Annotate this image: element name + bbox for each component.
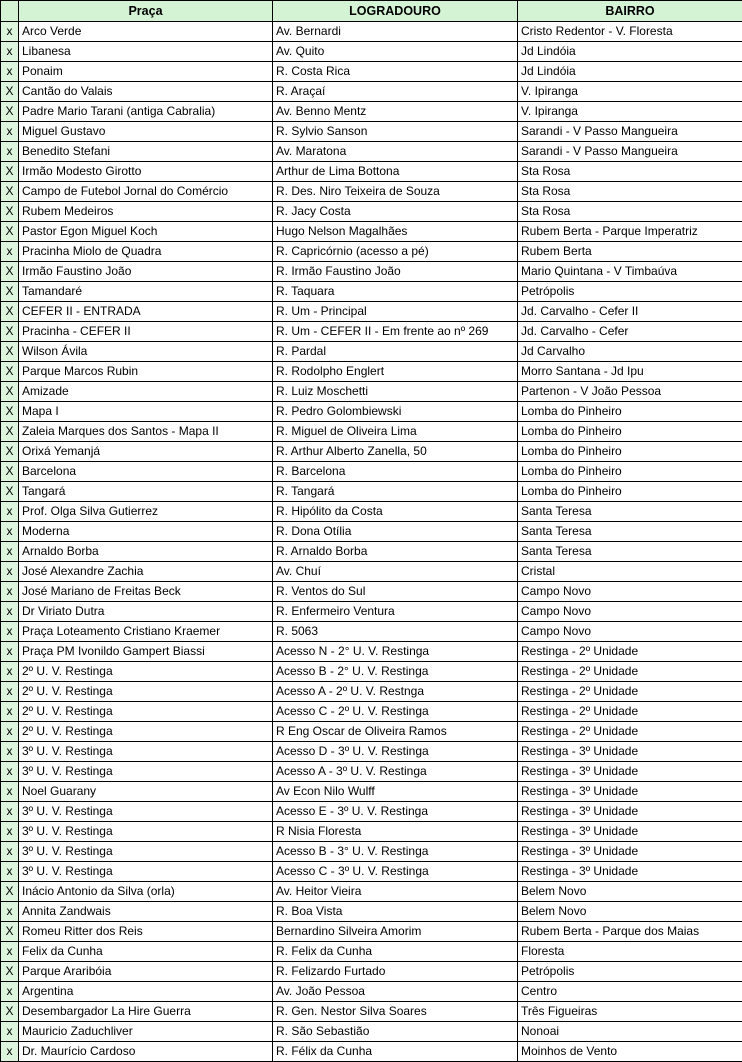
marker-cell: x <box>1 702 19 722</box>
marker-cell: X <box>1 882 19 902</box>
marker-cell: x <box>1 662 19 682</box>
table-row <box>1 982 742 1002</box>
logradouro-cell: R. Luiz Moschetti <box>273 382 518 402</box>
bairro-cell: Petrópolis <box>518 282 742 302</box>
table-row <box>1 442 742 462</box>
praca-cell: Zaleia Marques dos Santos - Mapa II <box>19 422 273 442</box>
table-row <box>1 42 742 62</box>
praca-cell: Irmão Modesto Girotto <box>19 162 273 182</box>
logradouro-cell: R. Um - Principal <box>273 302 518 322</box>
logradouro-cell: R. Jacy Costa <box>273 202 518 222</box>
logradouro-cell: Acesso C - 2º U. V. Restinga <box>273 702 518 722</box>
marker-cell: x <box>1 562 19 582</box>
praca-cell: Tangará <box>19 482 273 502</box>
praca-cell: 3º U. V. Restinga <box>19 802 273 822</box>
praca-cell: Romeu Ritter dos Reis <box>19 922 273 942</box>
bairro-cell: Campo Novo <box>518 602 742 622</box>
table-row <box>1 502 742 522</box>
bairro-cell: Sarandi - V Passo Mangueira <box>518 122 742 142</box>
bairro-cell: Cristal <box>518 562 742 582</box>
column-header-praca: Praça <box>19 1 273 22</box>
logradouro-cell: Bernardino Silveira Amorim <box>273 922 518 942</box>
praca-cell: CEFER II - ENTRADA <box>19 302 273 322</box>
column-header-marker <box>1 1 19 22</box>
logradouro-cell: R. Felix da Cunha <box>273 942 518 962</box>
logradouro-cell: R. Taquara <box>273 282 518 302</box>
marker-cell: x <box>1 942 19 962</box>
table-row <box>1 402 742 422</box>
table-row <box>1 22 742 42</box>
logradouro-cell: R. Pedro Golombiewski <box>273 402 518 422</box>
logradouro-cell: R. São Sebastião <box>273 1022 518 1042</box>
table-row <box>1 922 742 942</box>
column-header-bairro: BAIRRO <box>518 1 742 22</box>
table-row <box>1 282 742 302</box>
table-row <box>1 862 742 882</box>
table-row <box>1 962 742 982</box>
table-row <box>1 602 742 622</box>
table-row <box>1 82 742 102</box>
marker-cell: x <box>1 802 19 822</box>
logradouro-cell: Acesso A - 3º U. V. Restinga <box>273 762 518 782</box>
praca-cell: Praça PM Ivonildo Gampert Biassi <box>19 642 273 662</box>
table-row <box>1 522 742 542</box>
marker-cell: X <box>1 322 19 342</box>
praca-cell: 2º U. V. Restinga <box>19 722 273 742</box>
logradouro-cell: R. Pardal <box>273 342 518 362</box>
praca-cell: 2º U. V. Restinga <box>19 702 273 722</box>
praca-cell: Tamandaré <box>19 282 273 302</box>
praca-cell: José Mariano de Freitas Beck <box>19 582 273 602</box>
bairro-cell: Restinga - 2º Unidade <box>518 702 742 722</box>
marker-cell: x <box>1 142 19 162</box>
praca-cell: Parque Marcos Rubin <box>19 362 273 382</box>
marker-cell: x <box>1 1042 19 1062</box>
marker-cell: x <box>1 522 19 542</box>
bairro-cell: Restinga - 2º Unidade <box>518 642 742 662</box>
praca-cell: Barcelona <box>19 462 273 482</box>
marker-cell: X <box>1 302 19 322</box>
marker-cell: x <box>1 42 19 62</box>
table-row <box>1 722 742 742</box>
logradouro-cell: R. Arthur Alberto Zanella, 50 <box>273 442 518 462</box>
bairro-cell: Jd Carvalho <box>518 342 742 362</box>
praca-cell: Arco Verde <box>19 22 273 42</box>
logradouro-cell: R. Hipólito da Costa <box>273 502 518 522</box>
marker-cell: x <box>1 742 19 762</box>
logradouro-cell: Acesso B - 3° U. V. Restinga <box>273 842 518 862</box>
marker-cell: x <box>1 582 19 602</box>
logradouro-cell: R. Irmão Faustino João <box>273 262 518 282</box>
logradouro-cell: R. Costa Rica <box>273 62 518 82</box>
praca-cell: Campo de Futebol Jornal do Comércio <box>19 182 273 202</box>
marker-cell: x <box>1 602 19 622</box>
bairro-cell: Santa Teresa <box>518 522 742 542</box>
praca-cell: 3º U. V. Restinga <box>19 822 273 842</box>
praca-cell: Padre Mario Tarani (antiga Cabralia) <box>19 102 273 122</box>
table-row <box>1 482 742 502</box>
logradouro-cell: Acesso C - 3º U. V. Restinga <box>273 862 518 882</box>
table-row <box>1 342 742 362</box>
marker-cell: X <box>1 262 19 282</box>
table-header <box>1 1 742 22</box>
logradouro-cell: Av. Chuí <box>273 562 518 582</box>
marker-cell: X <box>1 282 19 302</box>
praca-cell: Argentina <box>19 982 273 1002</box>
bairro-cell: Lomba do Pinheiro <box>518 402 742 422</box>
marker-cell: x <box>1 542 19 562</box>
table-row <box>1 622 742 642</box>
praca-cell: Annita Zandwais <box>19 902 273 922</box>
table-row <box>1 682 742 702</box>
marker-cell: x <box>1 782 19 802</box>
logradouro-cell: R. Félix da Cunha <box>273 1042 518 1062</box>
bairro-cell: Rubem Berta - Parque Imperatriz <box>518 222 742 242</box>
logradouro-cell: Av. Heitor Vieira <box>273 882 518 902</box>
table-row <box>1 1002 742 1022</box>
table-row <box>1 262 742 282</box>
praca-cell: Parque Araribóia <box>19 962 273 982</box>
marker-cell: x <box>1 722 19 742</box>
bairro-cell: Restinga - 2º Unidade <box>518 722 742 742</box>
marker-cell: X <box>1 102 19 122</box>
logradouro-cell: Arthur de Lima Bottona <box>273 162 518 182</box>
logradouro-cell: Av. Quito <box>273 42 518 62</box>
table-row <box>1 202 742 222</box>
table-row <box>1 122 742 142</box>
praca-cell: Libanesa <box>19 42 273 62</box>
logradouro-cell: Acesso E - 3º U. V. Restinga <box>273 802 518 822</box>
logradouro-cell: R. Enfermeiro Ventura <box>273 602 518 622</box>
bairro-cell: Lomba do Pinheiro <box>518 442 742 462</box>
praca-cell: Moderna <box>19 522 273 542</box>
marker-cell: X <box>1 1002 19 1022</box>
praca-cell: Dr. Maurício Cardoso <box>19 1042 273 1062</box>
bairro-cell: Restinga - 3º Unidade <box>518 742 742 762</box>
bairro-cell: Jd. Carvalho - Cefer <box>518 322 742 342</box>
table-row <box>1 422 742 442</box>
marker-cell: x <box>1 682 19 702</box>
praca-cell: Pracinha - CEFER II <box>19 322 273 342</box>
bairro-cell: Restinga - 3º Unidade <box>518 762 742 782</box>
praca-cell: Arnaldo Borba <box>19 542 273 562</box>
praca-cell: Cantão do Valais <box>19 82 273 102</box>
table-row <box>1 642 742 662</box>
logradouro-cell: Av. Maratona <box>273 142 518 162</box>
logradouro-cell: R. Arnaldo Borba <box>273 542 518 562</box>
logradouro-cell: R. Dona Otília <box>273 522 518 542</box>
praca-cell: Pastor Egon Miguel Koch <box>19 222 273 242</box>
table-row <box>1 782 742 802</box>
table-row <box>1 702 742 722</box>
bairro-cell: Restinga - 3º Unidade <box>518 822 742 842</box>
bairro-cell: Belem Novo <box>518 882 742 902</box>
table-row <box>1 662 742 682</box>
praca-cell: José Alexandre Zachia <box>19 562 273 582</box>
bairro-cell: V. Ipiranga <box>518 82 742 102</box>
marker-cell: X <box>1 382 19 402</box>
praca-cell: Praça Loteamento Cristiano Kraemer <box>19 622 273 642</box>
table-row <box>1 302 742 322</box>
table-row <box>1 222 742 242</box>
table-row <box>1 942 742 962</box>
marker-cell: X <box>1 362 19 382</box>
marker-cell: x <box>1 982 19 1002</box>
logradouro-cell: R. Araçaí <box>273 82 518 102</box>
marker-cell: X <box>1 462 19 482</box>
logradouro-cell: R. Miguel de Oliveira Lima <box>273 422 518 442</box>
praca-cell: Rubem Medeiros <box>19 202 273 222</box>
table-row <box>1 102 742 122</box>
logradouro-cell: Av Econ Nilo Wulff <box>273 782 518 802</box>
bairro-cell: Jd Lindóia <box>518 42 742 62</box>
bairro-cell: Partenon - V João Pessoa <box>518 382 742 402</box>
bairro-cell: Três Figueiras <box>518 1002 742 1022</box>
bairro-cell: Restinga - 3º Unidade <box>518 802 742 822</box>
logradouro-cell: R. Barcelona <box>273 462 518 482</box>
marker-cell: X <box>1 182 19 202</box>
marker-cell: x <box>1 242 19 262</box>
marker-cell: x <box>1 502 19 522</box>
marker-cell: X <box>1 82 19 102</box>
table-row <box>1 802 742 822</box>
marker-cell: x <box>1 762 19 782</box>
bairro-cell: Santa Teresa <box>518 542 742 562</box>
bairro-cell: Nonoai <box>518 1022 742 1042</box>
table-row <box>1 462 742 482</box>
bairro-cell: Rubem Berta <box>518 242 742 262</box>
bairro-cell: Jd. Carvalho - Cefer II <box>518 302 742 322</box>
praca-cell: Pracinha Miolo de Quadra <box>19 242 273 262</box>
logradouro-cell: R. Capricórnio (acesso a pé) <box>273 242 518 262</box>
column-header-logradouro: LOGRADOURO <box>273 1 518 22</box>
praca-cell: Orixá Yemanjá <box>19 442 273 462</box>
bairro-cell: Restinga - 3º Unidade <box>518 862 742 882</box>
bairro-cell: V. Ipiranga <box>518 102 742 122</box>
praca-cell: Mauricio Zaduchliver <box>19 1022 273 1042</box>
praca-cell: 3º U. V. Restinga <box>19 842 273 862</box>
bairro-cell: Petrópolis <box>518 962 742 982</box>
logradouro-cell: R. Boa Vista <box>273 902 518 922</box>
logradouro-cell: Acesso D - 3º U. V. Restinga <box>273 742 518 762</box>
logradouro-cell: Av. João Pessoa <box>273 982 518 1002</box>
bairro-cell: Restinga - 2º Unidade <box>518 682 742 702</box>
marker-cell: X <box>1 482 19 502</box>
table-row <box>1 762 742 782</box>
marker-cell: x <box>1 22 19 42</box>
marker-cell: x <box>1 122 19 142</box>
logradouro-cell: R. Um - CEFER II - Em frente ao nº 269 <box>273 322 518 342</box>
praca-cell: Noel Guarany <box>19 782 273 802</box>
logradouro-cell: Acesso A - 2º U. V. Restnga <box>273 682 518 702</box>
table-row <box>1 62 742 82</box>
bairro-cell: Mario Quintana - V Timbaúva <box>518 262 742 282</box>
praca-cell: Dr Viriato Dutra <box>19 602 273 622</box>
marker-cell: x <box>1 1022 19 1042</box>
logradouro-cell: R. Sylvio Sanson <box>273 122 518 142</box>
bairro-cell: Restinga - 3º Unidade <box>518 842 742 862</box>
bairro-cell: Sarandi - V Passo Mangueira <box>518 142 742 162</box>
table-row <box>1 182 742 202</box>
praca-cell: 2º U. V. Restinga <box>19 682 273 702</box>
table-row <box>1 242 742 262</box>
praca-cell: Amizade <box>19 382 273 402</box>
logradouro-cell: R. Tangará <box>273 482 518 502</box>
table-row <box>1 162 742 182</box>
praca-cell: Felix da Cunha <box>19 942 273 962</box>
table-row <box>1 882 742 902</box>
bairro-cell: Restinga - 3º Unidade <box>518 782 742 802</box>
table-row <box>1 582 742 602</box>
bairro-cell: Belem Novo <box>518 902 742 922</box>
marker-cell: X <box>1 422 19 442</box>
bairro-cell: Sta Rosa <box>518 182 742 202</box>
table-row <box>1 1022 742 1042</box>
marker-cell: x <box>1 642 19 662</box>
bairro-cell: Lomba do Pinheiro <box>518 482 742 502</box>
bairro-cell: Campo Novo <box>518 622 742 642</box>
bairro-cell: Restinga - 2º Unidade <box>518 662 742 682</box>
praca-cell: 2º U. V. Restinga <box>19 662 273 682</box>
table-row <box>1 742 742 762</box>
bairro-cell: Lomba do Pinheiro <box>518 462 742 482</box>
bairro-cell: Rubem Berta - Parque dos Maias <box>518 922 742 942</box>
logradouro-cell: Hugo Nelson Magalhães <box>273 222 518 242</box>
logradouro-cell: R Eng Oscar de Oliveira Ramos <box>273 722 518 742</box>
bairro-cell: Morro Santana - Jd Ipu <box>518 362 742 382</box>
bairro-cell: Jd Lindóia <box>518 62 742 82</box>
table-row <box>1 902 742 922</box>
logradouro-cell: Av. Bernardi <box>273 22 518 42</box>
table-row <box>1 842 742 862</box>
marker-cell: X <box>1 222 19 242</box>
bairro-cell: Sta Rosa <box>518 162 742 182</box>
table-row <box>1 822 742 842</box>
table-row <box>1 362 742 382</box>
marker-cell: X <box>1 922 19 942</box>
table-row <box>1 322 742 342</box>
bairro-cell: Sta Rosa <box>518 202 742 222</box>
bairro-cell: Centro <box>518 982 742 1002</box>
marker-cell: X <box>1 962 19 982</box>
table-row <box>1 1042 742 1062</box>
praca-cell: Miguel Gustavo <box>19 122 273 142</box>
logradouro-cell: Av. Benno Mentz <box>273 102 518 122</box>
table-row <box>1 382 742 402</box>
logradouro-cell: R. Ventos do Sul <box>273 582 518 602</box>
marker-cell: X <box>1 162 19 182</box>
marker-cell: x <box>1 62 19 82</box>
praca-cell: Ponaim <box>19 62 273 82</box>
praca-cell: Benedito Stefani <box>19 142 273 162</box>
bairro-cell: Santa Teresa <box>518 502 742 522</box>
bairro-cell: Campo Novo <box>518 582 742 602</box>
logradouro-cell: R Nisia Floresta <box>273 822 518 842</box>
bairro-cell: Cristo Redentor - V. Floresta <box>518 22 742 42</box>
logradouro-cell: Acesso B - 2° U. V. Restinga <box>273 662 518 682</box>
marker-cell: X <box>1 442 19 462</box>
praca-cell: 3º U. V. Restinga <box>19 862 273 882</box>
table-row <box>1 542 742 562</box>
table-row <box>1 142 742 162</box>
marker-cell: X <box>1 202 19 222</box>
bairro-cell: Floresta <box>518 942 742 962</box>
logradouro-cell: R. Des. Niro Teixeira de Souza <box>273 182 518 202</box>
praca-cell: Irmão Faustino João <box>19 262 273 282</box>
table-row <box>1 562 742 582</box>
praca-cell: Desembargador La Hire Guerra <box>19 1002 273 1022</box>
praca-cell: Prof. Olga Silva Gutierrez <box>19 502 273 522</box>
logradouro-cell: R. Felizardo Furtado <box>273 962 518 982</box>
table-body <box>1 22 742 1062</box>
praca-cell: Inácio Antonio da Silva (orla) <box>19 882 273 902</box>
logradouro-cell: Acesso N - 2° U. V. Restinga <box>273 642 518 662</box>
logradouro-cell: R. Gen. Nestor Silva Soares <box>273 1002 518 1022</box>
praca-cell: 3º U. V. Restinga <box>19 742 273 762</box>
praca-cell: Mapa I <box>19 402 273 422</box>
praca-cell: Wilson Ávila <box>19 342 273 362</box>
header-row <box>1 1 742 22</box>
bairro-cell: Moinhos de Vento <box>518 1042 742 1062</box>
marker-cell: x <box>1 622 19 642</box>
marker-cell: x <box>1 842 19 862</box>
marker-cell: X <box>1 342 19 362</box>
marker-cell: x <box>1 822 19 842</box>
marker-cell: X <box>1 402 19 422</box>
logradouro-cell: R. Rodolpho Englert <box>273 362 518 382</box>
logradouro-cell: R. 5063 <box>273 622 518 642</box>
marker-cell: x <box>1 902 19 922</box>
praca-cell: 3º U. V. Restinga <box>19 762 273 782</box>
marker-cell: x <box>1 862 19 882</box>
bairro-cell: Lomba do Pinheiro <box>518 422 742 442</box>
